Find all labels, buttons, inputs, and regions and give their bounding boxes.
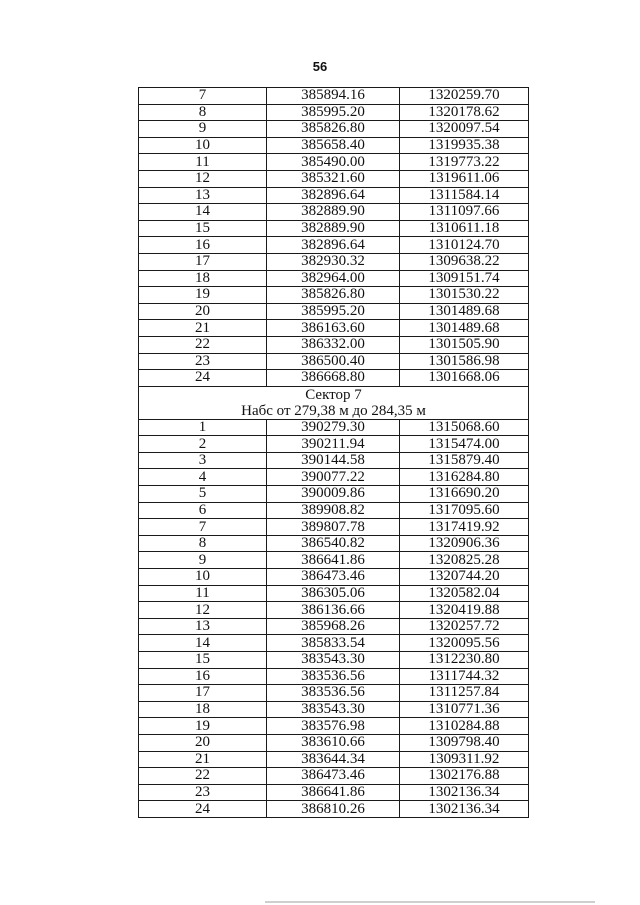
y-coordinate-cell: 1311744.32 xyxy=(400,668,529,685)
point-number-cell: 20 xyxy=(139,734,267,751)
x-coordinate-cell: 386641.86 xyxy=(267,784,400,801)
table-row xyxy=(139,303,529,320)
table-row xyxy=(139,685,529,702)
table-row xyxy=(139,734,529,751)
x-coordinate-cell: 386136.66 xyxy=(267,602,400,619)
point-number-cell: 22 xyxy=(139,336,267,353)
table-row xyxy=(139,88,529,105)
table-row xyxy=(139,270,529,287)
y-coordinate-cell: 1311257.84 xyxy=(400,685,529,702)
x-coordinate-cell: 382889.90 xyxy=(267,220,400,237)
scan-edge-line xyxy=(265,901,595,903)
y-coordinate-cell: 1315068.60 xyxy=(400,419,529,436)
table-row xyxy=(139,502,529,519)
table-row xyxy=(139,801,529,818)
point-number-cell: 7 xyxy=(139,88,267,105)
x-coordinate-cell: 382930.32 xyxy=(267,253,400,270)
point-number-cell: 23 xyxy=(139,353,267,370)
y-coordinate-cell: 1301489.68 xyxy=(400,303,529,320)
point-number-cell: 10 xyxy=(139,137,267,154)
x-coordinate-cell: 385968.26 xyxy=(267,618,400,635)
x-coordinate-cell: 390211.94 xyxy=(267,436,400,453)
table-row xyxy=(139,535,529,552)
y-coordinate-cell: 1301530.22 xyxy=(400,287,529,304)
point-number-cell: 23 xyxy=(139,784,267,801)
y-coordinate-cell: 1320906.36 xyxy=(400,535,529,552)
table-row xyxy=(139,370,529,387)
point-number-cell: 9 xyxy=(139,552,267,569)
point-number-cell: 12 xyxy=(139,170,267,187)
point-number-cell: 1 xyxy=(139,419,267,436)
table-body-after xyxy=(139,419,529,817)
point-number-cell: 13 xyxy=(139,187,267,204)
x-coordinate-cell: 385490.00 xyxy=(267,154,400,171)
y-coordinate-cell: 1316284.80 xyxy=(400,469,529,486)
table-row xyxy=(139,718,529,735)
table-row xyxy=(139,768,529,785)
y-coordinate-cell: 1310771.36 xyxy=(400,701,529,718)
x-coordinate-cell: 383610.66 xyxy=(267,734,400,751)
table-row xyxy=(139,320,529,337)
table-row xyxy=(139,287,529,304)
y-coordinate-cell: 1317095.60 xyxy=(400,502,529,519)
point-number-cell: 2 xyxy=(139,436,267,453)
y-coordinate-cell: 1317419.92 xyxy=(400,519,529,536)
point-number-cell: 10 xyxy=(139,569,267,586)
x-coordinate-cell: 385833.54 xyxy=(267,635,400,652)
point-number-cell: 12 xyxy=(139,602,267,619)
point-number-cell: 17 xyxy=(139,253,267,270)
point-number-cell: 18 xyxy=(139,270,267,287)
table-row xyxy=(139,569,529,586)
sector-header-row xyxy=(139,386,529,419)
point-number-cell: 21 xyxy=(139,320,267,337)
table-row xyxy=(139,253,529,270)
x-coordinate-cell: 385321.60 xyxy=(267,170,400,187)
table-row xyxy=(139,121,529,138)
y-coordinate-cell: 1309798.40 xyxy=(400,734,529,751)
table-row xyxy=(139,137,529,154)
table-body-before xyxy=(139,88,529,387)
y-coordinate-cell: 1311584.14 xyxy=(400,187,529,204)
table-row xyxy=(139,436,529,453)
table-row xyxy=(139,237,529,254)
y-coordinate-cell: 1310124.70 xyxy=(400,237,529,254)
x-coordinate-cell: 389807.78 xyxy=(267,519,400,536)
y-coordinate-cell: 1320097.54 xyxy=(400,121,529,138)
x-coordinate-cell: 390077.22 xyxy=(267,469,400,486)
y-coordinate-cell: 1319611.06 xyxy=(400,170,529,187)
x-coordinate-cell: 386473.46 xyxy=(267,569,400,586)
x-coordinate-cell: 390009.86 xyxy=(267,486,400,503)
x-coordinate-cell: 390144.58 xyxy=(267,452,400,469)
y-coordinate-cell: 1310284.88 xyxy=(400,718,529,735)
point-number-cell: 18 xyxy=(139,701,267,718)
x-coordinate-cell: 382896.64 xyxy=(267,237,400,254)
y-coordinate-cell: 1320419.88 xyxy=(400,602,529,619)
y-coordinate-cell: 1309311.92 xyxy=(400,751,529,768)
table-row xyxy=(139,602,529,619)
x-coordinate-cell: 386810.26 xyxy=(267,801,400,818)
table-row xyxy=(139,635,529,652)
x-coordinate-cell: 383543.30 xyxy=(267,701,400,718)
point-number-cell: 13 xyxy=(139,618,267,635)
x-coordinate-cell: 386540.82 xyxy=(267,535,400,552)
y-coordinate-cell: 1310611.18 xyxy=(400,220,529,237)
sector-header-body xyxy=(139,386,529,419)
table-row xyxy=(139,170,529,187)
y-coordinate-cell: 1319935.38 xyxy=(400,137,529,154)
y-coordinate-cell: 1320259.70 xyxy=(400,88,529,105)
point-number-cell: 21 xyxy=(139,751,267,768)
table-row xyxy=(139,220,529,237)
y-coordinate-cell: 1315474.00 xyxy=(400,436,529,453)
table-row xyxy=(139,519,529,536)
y-coordinate-cell: 1309638.22 xyxy=(400,253,529,270)
y-coordinate-cell: 1301505.90 xyxy=(400,336,529,353)
table-row xyxy=(139,652,529,669)
x-coordinate-cell: 385826.80 xyxy=(267,287,400,304)
coordinates-table xyxy=(138,87,529,818)
point-number-cell: 6 xyxy=(139,502,267,519)
y-coordinate-cell: 1320582.04 xyxy=(400,585,529,602)
table-row xyxy=(139,486,529,503)
table-row xyxy=(139,104,529,121)
y-coordinate-cell: 1320257.72 xyxy=(400,618,529,635)
x-coordinate-cell: 385658.40 xyxy=(267,137,400,154)
point-number-cell: 19 xyxy=(139,287,267,304)
table-row xyxy=(139,552,529,569)
x-coordinate-cell: 390279.30 xyxy=(267,419,400,436)
y-coordinate-cell: 1320178.62 xyxy=(400,104,529,121)
y-coordinate-cell: 1309151.74 xyxy=(400,270,529,287)
table-row xyxy=(139,353,529,370)
x-coordinate-cell: 383536.56 xyxy=(267,668,400,685)
x-coordinate-cell: 386641.86 xyxy=(267,552,400,569)
table-row xyxy=(139,187,529,204)
sector-subtitle: Набс от 279,38 м до 284,35 м xyxy=(241,402,426,419)
page-number: 56 xyxy=(312,59,328,74)
x-coordinate-cell: 386500.40 xyxy=(267,353,400,370)
x-coordinate-cell: 386305.06 xyxy=(267,585,400,602)
x-coordinate-cell: 386332.00 xyxy=(267,336,400,353)
table-row xyxy=(139,784,529,801)
table-row xyxy=(139,751,529,768)
x-coordinate-cell: 389908.82 xyxy=(267,502,400,519)
table-row xyxy=(139,618,529,635)
x-coordinate-cell: 383576.98 xyxy=(267,718,400,735)
point-number-cell: 14 xyxy=(139,204,267,221)
y-coordinate-cell: 1301489.68 xyxy=(400,320,529,337)
y-coordinate-cell: 1312230.80 xyxy=(400,652,529,669)
point-number-cell: 8 xyxy=(139,104,267,121)
point-number-cell: 19 xyxy=(139,718,267,735)
x-coordinate-cell: 382889.90 xyxy=(267,204,400,221)
y-coordinate-cell: 1320744.20 xyxy=(400,569,529,586)
table-row xyxy=(139,204,529,221)
x-coordinate-cell: 385995.20 xyxy=(267,303,400,320)
sector-title: Сектор 7 xyxy=(305,386,362,403)
point-number-cell: 9 xyxy=(139,121,267,138)
y-coordinate-cell: 1302176.88 xyxy=(400,768,529,785)
point-number-cell: 11 xyxy=(139,154,267,171)
x-coordinate-cell: 385826.80 xyxy=(267,121,400,138)
point-number-cell: 3 xyxy=(139,452,267,469)
x-coordinate-cell: 386473.46 xyxy=(267,768,400,785)
point-number-cell: 15 xyxy=(139,220,267,237)
x-coordinate-cell: 385995.20 xyxy=(267,104,400,121)
table-row xyxy=(139,419,529,436)
sector-header-cell xyxy=(139,386,529,419)
point-number-cell: 22 xyxy=(139,768,267,785)
y-coordinate-cell: 1316690.20 xyxy=(400,486,529,503)
point-number-cell: 8 xyxy=(139,535,267,552)
point-number-cell: 7 xyxy=(139,519,267,536)
point-number-cell: 17 xyxy=(139,685,267,702)
x-coordinate-cell: 383644.34 xyxy=(267,751,400,768)
point-number-cell: 15 xyxy=(139,652,267,669)
y-coordinate-cell: 1302136.34 xyxy=(400,784,529,801)
x-coordinate-cell: 386668.80 xyxy=(267,370,400,387)
point-number-cell: 5 xyxy=(139,486,267,503)
y-coordinate-cell: 1301586.98 xyxy=(400,353,529,370)
x-coordinate-cell: 383536.56 xyxy=(267,685,400,702)
x-coordinate-cell: 383543.30 xyxy=(267,652,400,669)
table-row xyxy=(139,336,529,353)
x-coordinate-cell: 386163.60 xyxy=(267,320,400,337)
point-number-cell: 16 xyxy=(139,237,267,254)
table-row xyxy=(139,452,529,469)
table-row xyxy=(139,154,529,171)
y-coordinate-cell: 1320095.56 xyxy=(400,635,529,652)
point-number-cell: 16 xyxy=(139,668,267,685)
table-row xyxy=(139,668,529,685)
y-coordinate-cell: 1301668.06 xyxy=(400,370,529,387)
point-number-cell: 20 xyxy=(139,303,267,320)
table-row xyxy=(139,469,529,486)
y-coordinate-cell: 1315879.40 xyxy=(400,452,529,469)
x-coordinate-cell: 382964.00 xyxy=(267,270,400,287)
y-coordinate-cell: 1319773.22 xyxy=(400,154,529,171)
table-row xyxy=(139,701,529,718)
point-number-cell: 24 xyxy=(139,370,267,387)
point-number-cell: 4 xyxy=(139,469,267,486)
table-row xyxy=(139,585,529,602)
point-number-cell: 24 xyxy=(139,801,267,818)
y-coordinate-cell: 1320825.28 xyxy=(400,552,529,569)
x-coordinate-cell: 382896.64 xyxy=(267,187,400,204)
x-coordinate-cell: 385894.16 xyxy=(267,88,400,105)
y-coordinate-cell: 1302136.34 xyxy=(400,801,529,818)
y-coordinate-cell: 1311097.66 xyxy=(400,204,529,221)
point-number-cell: 11 xyxy=(139,585,267,602)
point-number-cell: 14 xyxy=(139,635,267,652)
